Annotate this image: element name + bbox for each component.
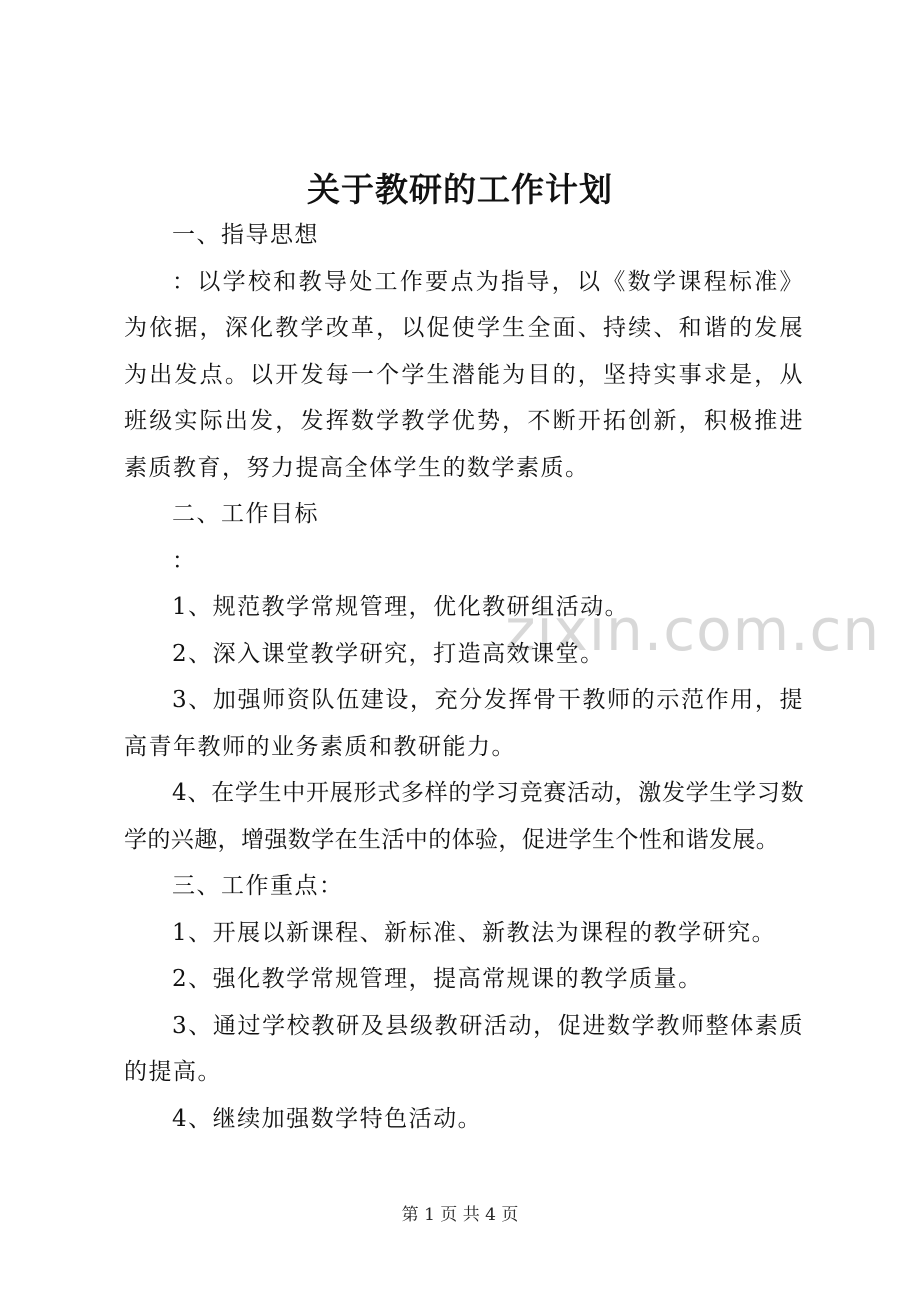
focus-item-1: 1、开展以新课程、新标准、新教法为课程的教学研究。 (172, 919, 777, 946)
focus-item-2: 2、强化教学常规管理，提高常规课的教学质量。 (172, 966, 703, 992)
goal-item-1: 1、规范教学常规管理，优化教研组活动。 (172, 594, 630, 620)
document-body (124, 212, 804, 1142)
focus-item-3: 3、通过学校教研及县级教研活动，促进数学教师整体素质的提高。 (124, 1012, 804, 1085)
section-heading-work-focus: 三、工作重点： (172, 873, 344, 899)
focus-item-4: 4、继续加强数学特色活动。 (172, 1105, 483, 1132)
goal-item-3: 3、加强师资队伍建设，充分发挥骨干教师的示范作用，提高青年教师的业务素质和教研能力。 (124, 687, 804, 760)
page-footer: 第 1 页 共 4 页 (401, 1205, 519, 1225)
document-title: 关于教研的工作计划 (307, 170, 613, 209)
paragraph-guiding-ideology: ：以学校和教导处工作要点为指导，以《数学课程标准》为依据，深化教学改革，以促使学生全面、持续、和谐的发展为出发点。以开发每一个学生潜能为目的，坚持实事求是，从班级实际出发，发挥数学教学优势，不断开拓创新，积极推进素质教育，努力提高全体学生的数学素质。 (124, 268, 804, 481)
section-heading-work-goals: 二、工作目标 (172, 501, 319, 527)
goal-item-2: 2、深入课堂教学研究，打造高效课堂。 (172, 640, 605, 667)
goal-item-4: 4、在学生中开展形式多样的学习竞赛活动，激发学生学习数学的兴趣，增强数学在生活中的体验，促进学生个性和谐发展。 (124, 780, 804, 853)
paragraph-colon: ： (172, 547, 197, 574)
watermark: zixin.com.cn (505, 596, 881, 664)
section-heading-guiding-ideology: 一、指导思想 (172, 222, 319, 248)
